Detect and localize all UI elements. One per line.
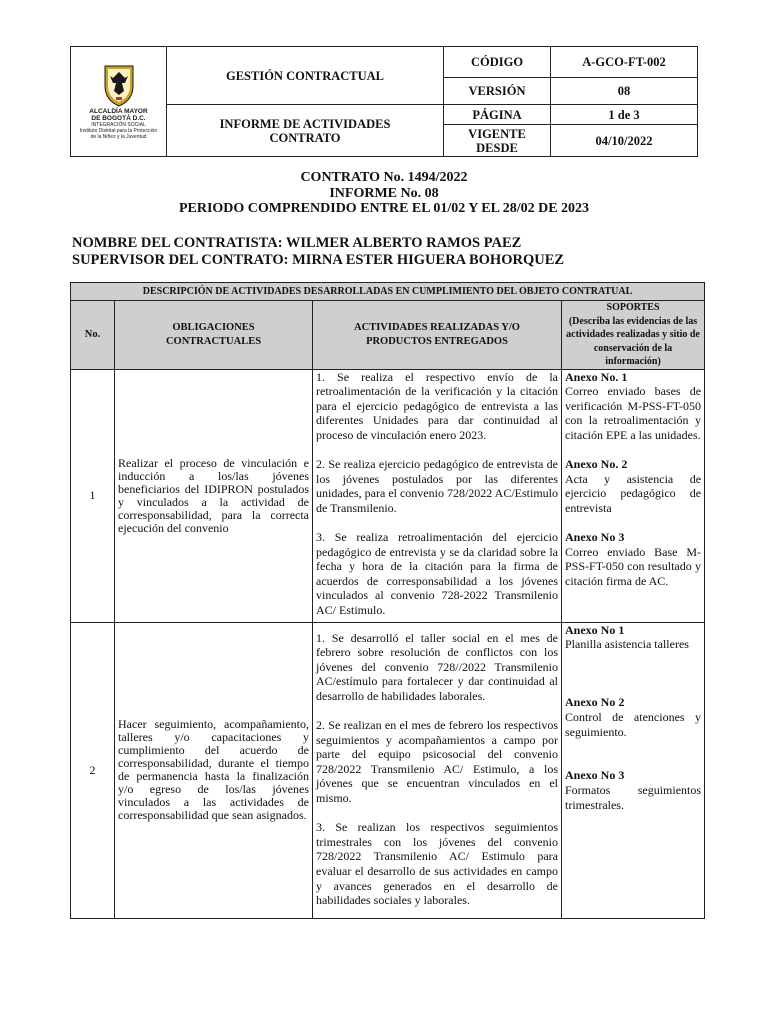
anexo-label: Anexo No. 1 [565, 369, 628, 384]
header-soportes-line-2: (Describa las evidencias de las actividades realizadas y sitio de conservación de la información) [566, 315, 700, 367]
supervisor-name: SUPERVISOR DEL CONTRATO: MIRNA ESTER HIGUERA BOHORQUEZ [72, 252, 565, 268]
header-actividades [313, 301, 562, 370]
row-actividades [313, 622, 562, 918]
header-obligaciones [115, 301, 313, 370]
header-obligaciones-line-1: OBLIGACIONES [172, 321, 255, 333]
logo-line-2: DE BOGOTÁ D.C. [91, 114, 146, 122]
alcaldia-logo [71, 64, 166, 140]
actividad-item: 1. Se realiza el respectivo envío de la retroalimentación de la verificación y la citación para el ejercicio pedagógico de entrevista a las diferentes Unidades para dar continuidad al proceso de vinculación enero 2023. [316, 369, 558, 442]
actividad-item: 2. Se realiza ejercicio pedagógico de entrevista de los jóvenes postulados por las diferentes unidades, para el convenio 728/2022 AC/Estimulo de Transmilenio. [316, 457, 558, 515]
table-row [71, 622, 705, 918]
vigente-value: 04/10/2022 [551, 125, 698, 157]
header-actividades-line-2: PRODUCTOS ENTREGADOS [366, 335, 508, 347]
anexo-label: Anexo No 1 [565, 622, 625, 637]
logo-line-1: ALCALDÍA MAYOR [89, 107, 148, 115]
anexo-text: Correo enviado bases de verificación M-PSS-FT-050 con la retroalimentación y citación EPE a las unidades. [565, 384, 702, 442]
contrato-title: CONTRATO No. 1494/2022 [300, 170, 468, 185]
header-area: GESTIÓN CONTRACTUAL [167, 47, 444, 105]
actividad-item: 3. Se realiza retroalimentación del ejercicio pedagógico de entrevista y se da claridad sobre la fecha y hora de la citación para la firma de acuerdos de corresponsabilidad a los jóvenes vinculados al convenio 728-2022 Transmilenio AC/ Estimulo. [316, 530, 558, 617]
anexo-label: Anexo No. 2 [565, 457, 628, 472]
row-soportes [562, 622, 705, 918]
anexo-text: Planilla asistencia talleres [565, 637, 689, 652]
document-header [70, 46, 698, 157]
vigente-label [444, 125, 551, 157]
anexo-label: Anexo No 3 [565, 530, 625, 545]
codigo-label: CÓDIGO [444, 47, 551, 78]
row-number: 2 [71, 622, 115, 918]
anexo-label: Anexo No 2 [565, 695, 625, 710]
version-label: VERSIÓN [444, 78, 551, 105]
header-actividades-line-1: ACTIVIDADES REALIZADAS Y/O [354, 321, 520, 333]
logo-line-5: de la Niñez y la Juventud [90, 133, 147, 140]
informe-title: INFORME No. 08 [329, 185, 439, 201]
vigente-label-line-2: DESDE [476, 140, 518, 155]
actividad-item: 2. Se realizan en el mes de febrero los respectivos seguimientos y acompañamientos a campo por parte del equipo psicosocial del convenio 728/2022 Transmilenio AC/ Estimulo, a los jóvenes que se encuentran vinculados en el mismo. [316, 718, 558, 806]
actividad-item: 3. Se realizan los respectivos seguimientos trimestrales con los jóvenes del convenio 728/2022 Transmilenio AC/ Estimulo para evaluar el desarrollo de sus actividades en campo y avances generados en el desarrollo de habilidades sociales y laborales. [316, 820, 558, 908]
logo-cell [71, 47, 167, 157]
header-no: No. [71, 301, 115, 370]
pagina-value: 1 de 3 [551, 105, 698, 125]
table-banner: DESCRIPCIÓN DE ACTIVIDADES DESARROLLADAS EN CUMPLIMIENTO DEL OBJETO CONTRATUAL [71, 283, 705, 301]
doc-title-line-1: INFORME DE ACTIVIDADES [219, 116, 391, 131]
row-number: 1 [71, 369, 115, 622]
header-doc-title [167, 105, 444, 157]
actividad-item: 1. Se desarrolló el taller social en el mes de febrero sobre resolución de conflictos con los jóvenes del convenio 728//2022 Transmilenio AC/estímulo para fortalecer y dar continuidad al desarrollo de habilidades laborales. [316, 630, 558, 703]
contratista-name: NOMBRE DEL CONTRATISTA: WILMER ALBERTO RAMOS PAEZ [72, 235, 522, 251]
header-obligaciones-line-2: CONTRACTUALES [165, 335, 262, 347]
vigente-label-line-1: VIGENTE [468, 126, 526, 141]
row-actividades [313, 369, 562, 622]
row-obligacion: Hacer seguimiento, acompañamiento, talleres y/o capacitaciones y cumplimiento del acuerdo de corresponsabilidad, durante el tiempo de permanencia hasta la finalización y/o egreso de los/las jóvenes vinculados a las actividades de corresponsabilidad que sean asignados. [115, 622, 313, 918]
coat-of-arms-icon [102, 64, 136, 108]
pagina-label: PÁGINA [444, 105, 551, 125]
anexo-text: Formatos seguimientos trimestrales. [565, 783, 702, 812]
table-row [71, 369, 705, 622]
doc-title-line-2: CONTRATO [269, 130, 341, 145]
header-soportes [562, 301, 705, 370]
row-obligacion: Realizar el proceso de vinculación e inducción a los/las jóvenes beneficiarios del IDIPRON postulados y vinculados a la actividad de corresponsabilidad, para la correcta ejecución del convenio [115, 369, 313, 622]
codigo-value: A-GCO-FT-002 [551, 47, 698, 78]
periodo-title: PERIODO COMPRENDIDO ENTRE EL 01/02 Y EL 28/02 DE 2023 [178, 201, 590, 216]
anexo-label: Anexo No 3 [565, 768, 625, 783]
header-soportes-line-1: SOPORTES [606, 302, 660, 313]
report-titles [0, 170, 768, 217]
anexo-text: Control de atenciones y seguimiento. [565, 710, 702, 739]
activities-table [70, 282, 705, 919]
version-value: 08 [551, 78, 698, 105]
logo-line-3: INTEGRACIÓN SOCIAL [91, 121, 146, 128]
anexo-text: Acta y asistencia de ejercicio pedagógico de entrevista [565, 471, 702, 515]
anexo-text: Correo enviado Base M-PSS-FT-050 con resultado y citación firma de AC. [565, 544, 702, 588]
row-soportes [562, 369, 705, 622]
logo-line-4: Instituto Distrital para la Protección [79, 127, 158, 134]
contract-people [72, 235, 712, 269]
